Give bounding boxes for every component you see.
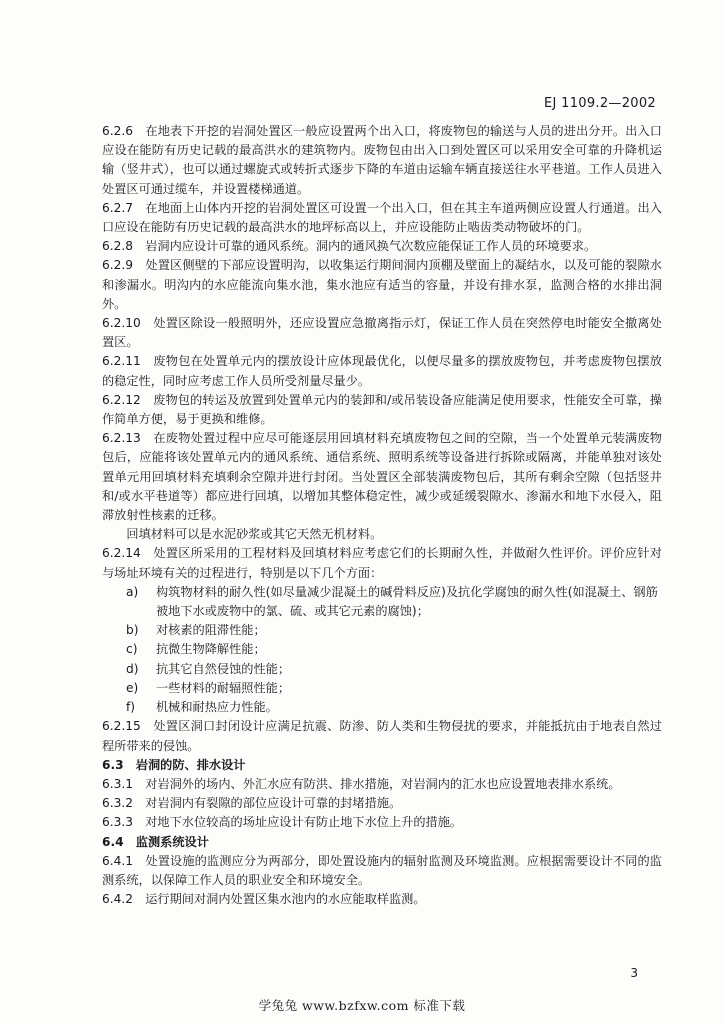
- clause-6-2-10: 6.2.10 处置区除设一般照明外，还应设置应急撤离指示灯，保证工作人员在突然停电时能安全撤离处置区。: [102, 316, 662, 350]
- list-text: 机械和耐热应力性能。: [156, 700, 278, 715]
- list-marker: c): [126, 642, 138, 657]
- clause-6-2-9: 6.2.9 处置区侧壁的下部应设置明沟，以收集运行期间洞内顶棚及壁面上的凝结水，以及可能的裂隙水和渗漏水。明沟内的水应能流向集水池，集水池应有适当的容量，并设有排水泵，监测合格的水排出洞外。: [102, 258, 662, 311]
- list-item: [102, 679, 662, 698]
- list-marker: d): [126, 661, 139, 676]
- list-text: 构筑物材料的耐久性(如尽量减少混凝土的碱骨料反应)及抗化学腐蚀的耐久性(如混凝土、钢筋被地下水或废物中的氯、硫、或其它元素的腐蚀)；: [156, 584, 658, 619]
- list-marker: a): [126, 584, 139, 599]
- section-heading-6-3: 6.3 岩洞的防、排水设计: [102, 757, 246, 772]
- durability-list: [102, 583, 662, 717]
- clause-6-3-2: 6.3.2 对岩洞内有裂隙的部位应设计可靠的封堵措施。: [102, 796, 402, 811]
- clause-6-2-15: 6.2.15 处置区洞口封闭设计应满足抗震、防渗、防人类和生物侵扰的要求，并能抵抗由于地表自然过程所带来的侵蚀。: [102, 719, 662, 753]
- list-item: [102, 640, 662, 659]
- clause-6-3-3: 6.3.3 对地下水位较高的场址应设计有防止地下水位上升的措施。: [102, 815, 463, 830]
- clause-6-4-1: 6.4.1 处置设施的监测应分为两部分，即处置设施内的辐射监测及环境监测。应根据需要设计不同的监测系统，以保障工作人员的职业安全和环境安全。: [102, 853, 662, 887]
- list-marker: f): [126, 700, 136, 715]
- list-marker: b): [126, 623, 139, 638]
- clause-6-4-2: 6.4.2 运行期间对洞内处置区集水池内的水应能取样监测。: [102, 892, 426, 907]
- clause-6-2-12: 6.2.12 废物包的转运及放置到处置单元内的装卸和/或吊装设备应能满足使用要求，性能安全可靠，操作简单方便，易于更换和维修。: [102, 392, 662, 427]
- clause-6-2-8: 6.2.8 岩洞内应设计可靠的通风系统。洞内的通风换气次数应能保证工作人员的环境要求。: [102, 239, 597, 254]
- list-item: [102, 583, 662, 621]
- clause-6-2-13: 6.2.13 在废物处置过程中应尽可能逐层用回填材料充填废物包之间的空隙，当一个处置单元装满废物包后，应能将该处置单元内的通风系统、通信系统、照明系统等设备进行拆除或隔离，并能单独对该处置单元用回填材料充填剩余空隙并进行封闭。当处置区全部装满废物包后，其所有剩余空隙（包括竖井和/或水平巷道等）都应进行回填，以增加其整体稳定性，减少或延缓裂隙水、渗漏水和地下水侵入，阻滞放射性核素的迁移。: [102, 431, 662, 523]
- clause-6-2-6: 6.2.6 在地表下开挖的岩洞处置区一般应设置两个出入口，将废物包的输送与人员的进出分开。出入口应设在能防有历史记载的最高洪水的建筑物内。废物包由出入口到处置区可以采用安全可靠的升降机运输（竖井式），也可以通过螺旋式或转折式逐步下降的车道由运输车辆直接送往水平巷道。工作人员进入处置区可通过缆车，并设置楼梯通道。: [102, 124, 662, 196]
- footer-watermark: 学兔兔 www.bzfxw.com 标准下载: [258, 998, 466, 1013]
- clause-6-2-14: 6.2.14 处置区所采用的工程材料及回填材料应考虑它们的长期耐久性，并做耐久性评价。评价应针对与场址环境有关的过程进行，特别是以下几个方面：: [102, 546, 662, 580]
- list-text: 对核素的阻滞性能；: [156, 623, 266, 638]
- list-item: [102, 698, 662, 717]
- document-body: [102, 122, 662, 909]
- clause-6-2-11: 6.2.11 废物包在处置单元内的摆放设计应体现最优化，以便尽量多的摆放废物包，并考虑废物包摆放的稳定性，同时应考虑工作人员所受剂量尽量少。: [102, 354, 662, 388]
- clause-6-3-1: 6.3.1 对岩洞外的场内、外汇水应有防洪、排水措施，对岩洞内的汇水也应设置地表排水系统。: [102, 776, 621, 791]
- list-text: 抗微生物降解性能；: [156, 642, 266, 657]
- backfill-note: 回填材料可以是水泥砂浆或其它天然无机材料。: [126, 527, 383, 542]
- list-text: 抗其它自然侵蚀的性能；: [156, 661, 291, 676]
- list-text: 一些材料的耐辐照性能；: [156, 680, 291, 695]
- standard-code: EJ 1109.2—2002: [544, 96, 656, 111]
- page-number: 3: [630, 966, 638, 980]
- list-marker: e): [126, 680, 139, 695]
- list-item: [102, 660, 662, 679]
- clause-6-2-7: 6.2.7 在地面上山体内开挖的岩洞处置区可设置一个出入口，但在其主车道两侧应设置人行通道。出入口应设在能防有历史记载的最高洪水的地坪标高以上，并应设能防止啮齿类动物破坏的门。: [102, 200, 662, 235]
- section-heading-6-4: 6.4 监测系统设计: [102, 834, 209, 849]
- list-item: [102, 621, 662, 640]
